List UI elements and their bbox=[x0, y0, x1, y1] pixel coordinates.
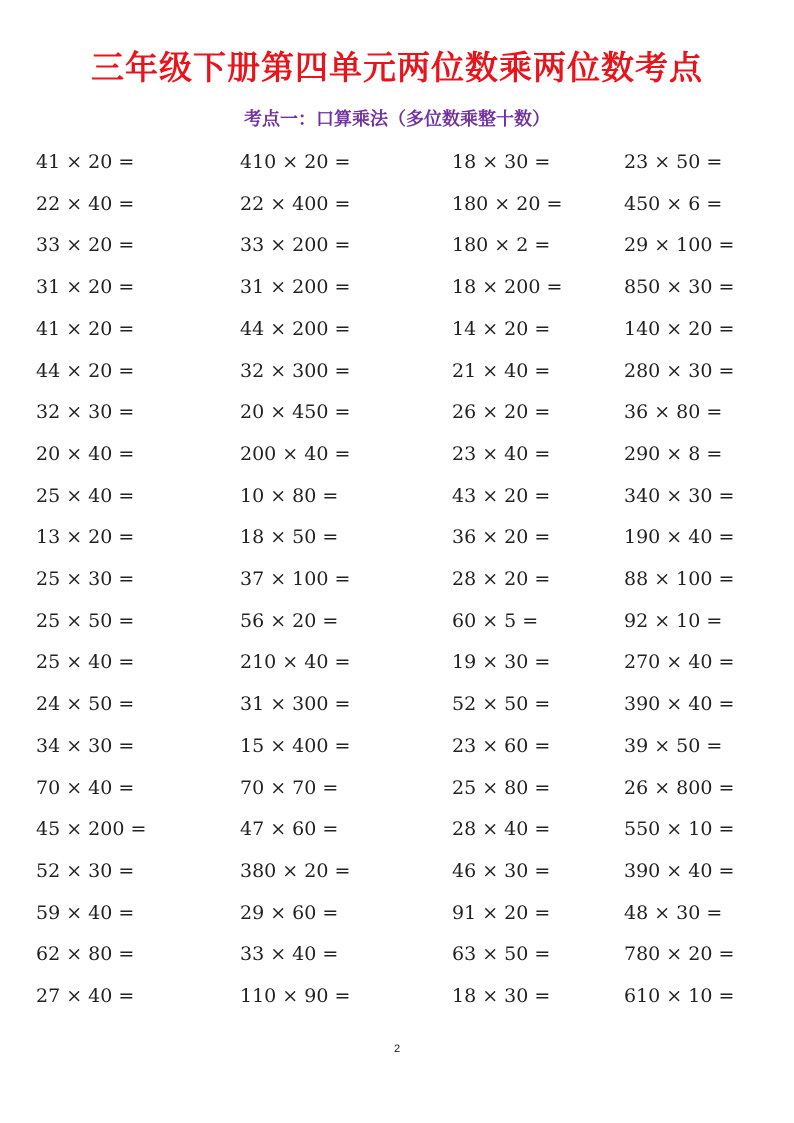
problem-item: 180 × 20 = bbox=[452, 192, 563, 215]
problem-item: 27 × 40 = bbox=[36, 985, 135, 1007]
problem-item: 32 × 300 = bbox=[240, 359, 351, 382]
problem-row bbox=[0, 184, 794, 226]
problem-item: 23 × 40 = bbox=[452, 442, 551, 465]
problem-item: 110 × 90 = bbox=[240, 985, 351, 1007]
problem-item: 22 × 400 = bbox=[240, 192, 351, 215]
problem-item: 450 × 6 = bbox=[624, 192, 723, 215]
problem-item: 14 × 20 = bbox=[452, 317, 551, 340]
problem-item: 52 × 30 = bbox=[36, 859, 135, 882]
problem-item: 22 × 40 = bbox=[36, 192, 135, 215]
problem-item: 62 × 80 = bbox=[36, 943, 135, 966]
problem-item: 70 × 40 = bbox=[36, 776, 135, 799]
problem-row bbox=[0, 726, 794, 768]
problem-item: 180 × 2 = bbox=[452, 234, 551, 257]
problem-item: 410 × 20 = bbox=[240, 151, 351, 173]
problem-item: 28 × 40 = bbox=[452, 818, 551, 841]
problem-item: 28 × 20 = bbox=[452, 568, 551, 590]
problem-row bbox=[0, 809, 794, 851]
problem-item: 91 × 20 = bbox=[452, 901, 551, 924]
problem-item: 18 × 30 = bbox=[452, 985, 551, 1007]
problem-item: 36 × 80 = bbox=[624, 401, 723, 424]
problem-item: 34 × 30 = bbox=[36, 734, 135, 757]
problem-row bbox=[0, 225, 794, 267]
problem-item: 200 × 40 = bbox=[240, 442, 351, 465]
problem-item: 340 × 30 = bbox=[624, 484, 735, 507]
problem-item: 290 × 8 = bbox=[624, 442, 723, 465]
problem-item: 24 × 50 = bbox=[36, 693, 135, 716]
problem-item: 31 × 20 = bbox=[36, 276, 135, 299]
problem-row bbox=[0, 934, 794, 976]
problem-item: 20 × 450 = bbox=[240, 401, 351, 424]
problem-item: 390 × 40 = bbox=[624, 859, 735, 882]
problem-item: 23 × 60 = bbox=[452, 734, 551, 757]
problem-item: 13 × 20 = bbox=[36, 526, 135, 549]
problem-item: 39 × 50 = bbox=[624, 734, 723, 757]
page-title: 三年级下册第四单元两位数乘两位数考点 bbox=[91, 48, 703, 87]
problem-item: 25 × 40 = bbox=[36, 651, 135, 674]
problem-item: 31 × 300 = bbox=[240, 693, 351, 716]
problem-item: 63 × 50 = bbox=[452, 943, 551, 966]
problem-item: 15 × 400 = bbox=[240, 734, 351, 757]
problem-row bbox=[0, 601, 794, 643]
problem-item: 18 × 30 = bbox=[452, 151, 551, 173]
problem-item: 140 × 20 = bbox=[624, 317, 735, 340]
problem-item: 47 × 60 = bbox=[240, 818, 339, 841]
problem-item: 37 × 100 = bbox=[240, 568, 351, 590]
problem-row bbox=[0, 142, 794, 184]
problem-item: 45 × 200 = bbox=[36, 818, 147, 841]
problem-item: 10 × 80 = bbox=[240, 484, 339, 507]
problem-item: 60 × 5 = bbox=[452, 609, 539, 632]
problem-item: 18 × 50 = bbox=[240, 526, 339, 549]
section-heading: 考点一：口算乘法（多位数乘整十数） bbox=[244, 109, 550, 130]
problem-item: 44 × 20 = bbox=[36, 359, 135, 382]
problem-item: 41 × 20 = bbox=[36, 151, 135, 173]
problem-item: 70 × 70 = bbox=[240, 776, 339, 799]
problem-item: 33 × 20 = bbox=[36, 234, 135, 257]
problem-item: 19 × 30 = bbox=[452, 651, 551, 674]
problem-row bbox=[0, 851, 794, 893]
page-number: 2 bbox=[393, 1043, 401, 1055]
problem-item: 25 × 50 = bbox=[36, 609, 135, 632]
problem-item: 280 × 30 = bbox=[624, 359, 735, 382]
problem-item: 610 × 10 = bbox=[624, 985, 735, 1007]
problem-item: 46 × 30 = bbox=[452, 859, 551, 882]
problem-row bbox=[0, 309, 794, 351]
problem-item: 190 × 40 = bbox=[624, 526, 735, 549]
problem-item: 56 × 20 = bbox=[240, 609, 339, 632]
problem-item: 780 × 20 = bbox=[624, 943, 735, 966]
problem-item: 36 × 20 = bbox=[452, 526, 551, 549]
problem-item: 33 × 40 = bbox=[240, 943, 339, 966]
problem-row bbox=[0, 351, 794, 393]
problem-item: 390 × 40 = bbox=[624, 693, 735, 716]
problem-row bbox=[0, 684, 794, 726]
problem-item: 26 × 20 = bbox=[452, 401, 551, 424]
problem-item: 25 × 40 = bbox=[36, 484, 135, 507]
problem-item: 29 × 60 = bbox=[240, 901, 339, 924]
problem-item: 32 × 30 = bbox=[36, 401, 135, 424]
problem-item: 59 × 40 = bbox=[36, 901, 135, 924]
problem-item: 25 × 30 = bbox=[36, 568, 135, 590]
problem-item: 26 × 800 = bbox=[624, 776, 735, 799]
problem-item: 550 × 10 = bbox=[624, 818, 735, 841]
problem-row bbox=[0, 559, 794, 601]
problem-item: 33 × 200 = bbox=[240, 234, 351, 257]
problem-row bbox=[0, 517, 794, 559]
problem-item: 44 × 200 = bbox=[240, 317, 351, 340]
problem-row bbox=[0, 976, 794, 1018]
problem-row bbox=[0, 392, 794, 434]
problem-row bbox=[0, 642, 794, 684]
problem-item: 210 × 40 = bbox=[240, 651, 351, 674]
problem-item: 380 × 20 = bbox=[240, 859, 351, 882]
problem-item: 18 × 200 = bbox=[452, 276, 563, 299]
problem-item: 48 × 30 = bbox=[624, 901, 723, 924]
problem-item: 52 × 50 = bbox=[452, 693, 551, 716]
problem-row bbox=[0, 768, 794, 810]
problem-row bbox=[0, 476, 794, 518]
problem-item: 270 × 40 = bbox=[624, 651, 735, 674]
problem-grid bbox=[0, 142, 794, 1022]
problem-item: 43 × 20 = bbox=[452, 484, 551, 507]
problem-item: 92 × 10 = bbox=[624, 609, 723, 632]
problem-row bbox=[0, 893, 794, 935]
problem-item: 850 × 30 = bbox=[624, 276, 735, 299]
problem-item: 41 × 20 = bbox=[36, 317, 135, 340]
problem-item: 25 × 80 = bbox=[452, 776, 551, 799]
problem-row bbox=[0, 434, 794, 476]
problem-item: 88 × 100 = bbox=[624, 568, 735, 590]
problem-row bbox=[0, 267, 794, 309]
problem-item: 31 × 200 = bbox=[240, 276, 351, 299]
problem-item: 20 × 40 = bbox=[36, 442, 135, 465]
problem-item: 29 × 100 = bbox=[624, 234, 735, 257]
problem-item: 23 × 50 = bbox=[624, 151, 723, 173]
problem-item: 21 × 40 = bbox=[452, 359, 551, 382]
